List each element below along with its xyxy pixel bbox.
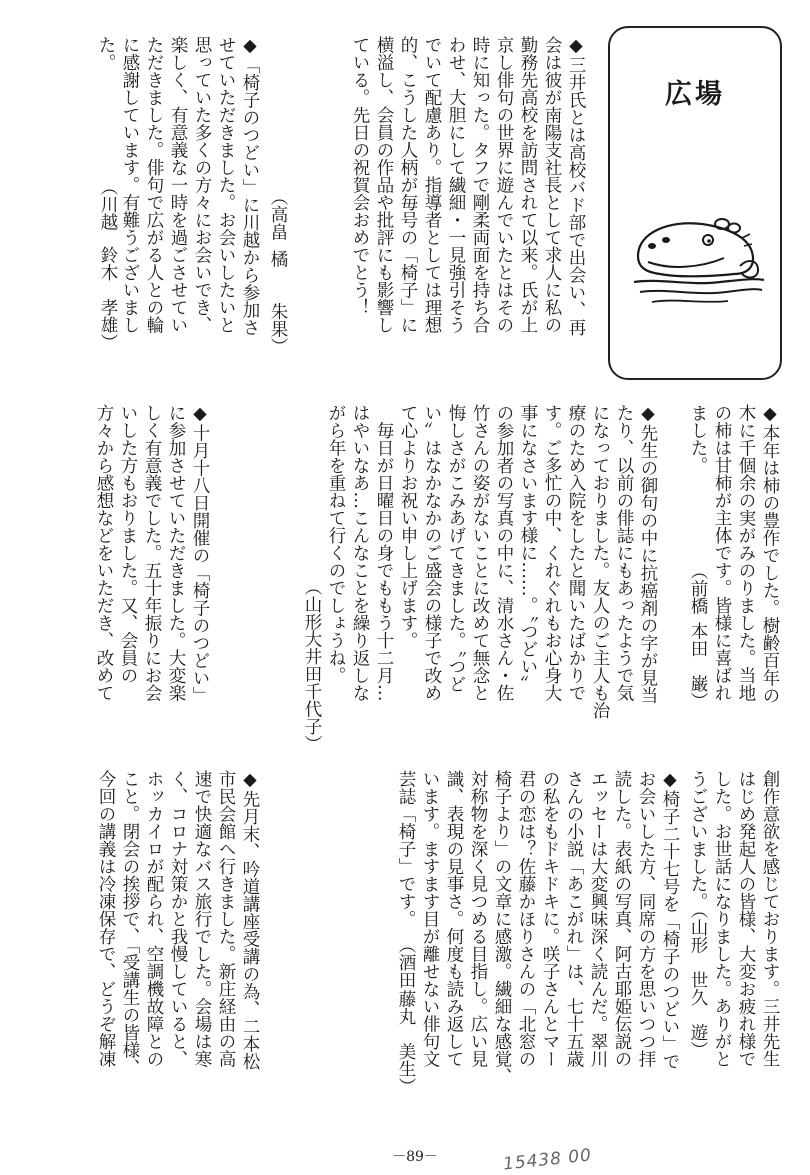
text-column: ている。先日の祝賀会おめでとう！ — [350, 36, 370, 316]
text-column: 事になさいます様に……。〝つどい〟 — [518, 404, 538, 693]
contribution-honda — [660, 404, 780, 748]
text-column: さんの小説「あこがれ」は、七十五歳 — [564, 770, 584, 1068]
text-column: 楽しく、有意義な一時を過ごさせてい — [168, 36, 188, 334]
text-column: に感謝しています。有難うございまし — [120, 36, 140, 334]
text-column: した。お世話になりました。ありがと — [712, 770, 732, 1068]
text-column: たり、以前の俳誌にもあったようで気 — [614, 404, 634, 702]
text-column: ◆「椅子のつどい」に川越から参加さ — [240, 36, 260, 336]
text-column: す。ご多忙の中、くれぐれもお心身大 — [542, 404, 562, 702]
text-column: 椅子より」の文章に感激。繊細な感覚、 — [492, 770, 512, 1085]
text-column: た。 — [96, 36, 116, 71]
text-column: 会は彼が南陽支社長として求人に私の — [542, 36, 562, 334]
text-column: でいて配慮あり。指導者としては理想 — [422, 36, 442, 334]
text-column: 悔しさがこみあげてきました。〝つど — [446, 404, 466, 693]
text-column: 君の恋は？佐藤かほりさんの「北窓の — [516, 770, 536, 1068]
text-column: て心よりお祝い申し上げます。 — [398, 404, 418, 649]
text-column: しく有意義でした。五十年振りにお会 — [142, 404, 162, 702]
text-column: の参加者の写真の中に、清水さん・佐 — [494, 404, 514, 702]
text-column: になっておりました。友人のご主人も治 — [590, 404, 610, 719]
text-column: 横溢し、会員の作品や批評にも影響し — [374, 36, 394, 334]
section-title: 広場 — [665, 79, 725, 110]
text-column: ◆先月末、吟道講座受講の為、二本松 — [240, 770, 260, 1070]
text-column: がら年を重ねて行くのでしょうね。 — [326, 404, 346, 684]
text-column: 速で快適なバス旅行でした。会場は寒 — [192, 770, 212, 1068]
header-box — [608, 26, 782, 380]
text-column: 療のため入院をしたと聞いたばかりで — [566, 404, 586, 702]
signature-place: （山形 — [302, 578, 322, 631]
text-column: ホッカイロが配られ、空調機故障との — [144, 770, 164, 1068]
text-column: 識、表現の見事さ。何度も読み返して — [444, 770, 464, 1068]
text-column: 今回の講義は冷凍保存で、どうぞ解凍 — [96, 770, 116, 1068]
contribution-yo — [684, 770, 784, 1114]
contribution-mitsui — [348, 36, 590, 380]
text-column: ただきました。俳句で広がる人との輪 — [144, 36, 164, 334]
text-column: に参加させていただきました。大変楽 — [166, 404, 186, 702]
contribution-october — [66, 404, 216, 748]
text-column: 木に千個余の実がみのりました。当地 — [736, 404, 756, 702]
signature-name: 藤丸 美生） — [396, 990, 416, 1095]
signature-place: （前橋 — [688, 562, 708, 615]
text-column: 勤務先高校を訪問されて以来。氏が上 — [518, 36, 538, 334]
text-column: ◆先生の御句の中に抗癌剤の字が見当 — [638, 404, 658, 704]
text-column: ◆椅子二十七号を「椅子のつどい」で — [660, 770, 680, 1070]
text-column: 時に知った。タフで剛柔両面を持ち合 — [470, 36, 490, 334]
text-column: ◆三井氏とは高校バド部で出会い、再 — [566, 36, 586, 336]
signature-name: 橘 朱果） — [268, 250, 288, 355]
text-column: お会いした方、同席の方を思いつつ拝 — [636, 770, 656, 1068]
text-column: 対称物を深く見つめる目指し。広い見 — [468, 770, 488, 1068]
text-column: いした方もおりました。又、会員の — [118, 404, 138, 684]
text-column: 的、こうした人柄が毎号の「椅子」に — [398, 36, 418, 334]
text-column: 市民会館へ行きました。新庄経由の高 — [216, 770, 236, 1068]
text-column: 方々から感想などをいただき、改めて — [94, 404, 114, 702]
handwritten-note: 15438 00 — [502, 1145, 593, 1175]
text-column: わせ、大胆にして繊細・一見強引そう — [446, 36, 466, 334]
text-column: 毎日が日曜日の身でももう十二月… — [374, 404, 394, 702]
text-column: い〟はなかなかのご盛会の様子で改め — [422, 404, 442, 702]
text-column: の柿は甘柿が主体です。皆様に喜ばれ — [712, 404, 732, 702]
signature-place: （高畠 — [268, 188, 288, 241]
page-number: －89－ — [392, 1149, 438, 1165]
hippo-icon — [630, 208, 766, 308]
text-column: ました。 — [688, 404, 708, 474]
text-column: ◆本年は柿の豊作でした。樹齢百年の — [760, 404, 780, 704]
signature-place: （酒田 — [396, 936, 416, 989]
text-column: 思っていた多くの方々にお会いでき、 — [192, 36, 212, 334]
text-column: 京し俳句の世界に遊んでいたとはその — [494, 36, 514, 334]
text-column: います。ますます目が離せない俳句文 — [420, 770, 440, 1068]
signature-name: 大井田千代子） — [302, 630, 322, 753]
text-column: の私をもドキドキに。咲子さんとマー — [540, 770, 560, 1068]
text-column: 芸誌「椅子」です。 — [396, 770, 416, 928]
text-column: うございました。（山形 世久 遊） — [688, 770, 708, 1059]
signature-name: 本田 巌） — [688, 622, 708, 710]
text-column: 竹さんの姿がないことに改めて無念と — [470, 404, 490, 702]
text-column: はじめ発起人の皆様、大変お疲れ様で — [736, 770, 756, 1068]
text-column: エッセーは大変興味深く読んだ。翠川 — [588, 770, 608, 1068]
text-column: く、コロナ対策かと我慢していると、 — [168, 770, 188, 1068]
text-column: ◆十月十八日開催の「椅子のつどい」 — [190, 404, 210, 704]
text-column: 創作意欲を感じております。三井先生 — [760, 770, 780, 1068]
text-column: せていただきました。お会いしたいと — [216, 36, 236, 334]
contribution-ginndo — [70, 770, 260, 1114]
text-column: こと。閉会の挨拶で、「受講生の皆様、 — [120, 770, 140, 1077]
text-column: 読した。表紙の写真、阿古耶姫伝説の — [612, 770, 632, 1068]
signature-name: 鈴木 孝雄） — [98, 246, 118, 351]
text-column: はやいなあ…こんなことを繰り返しな — [350, 404, 370, 702]
signature-place: （川越 — [98, 178, 118, 231]
